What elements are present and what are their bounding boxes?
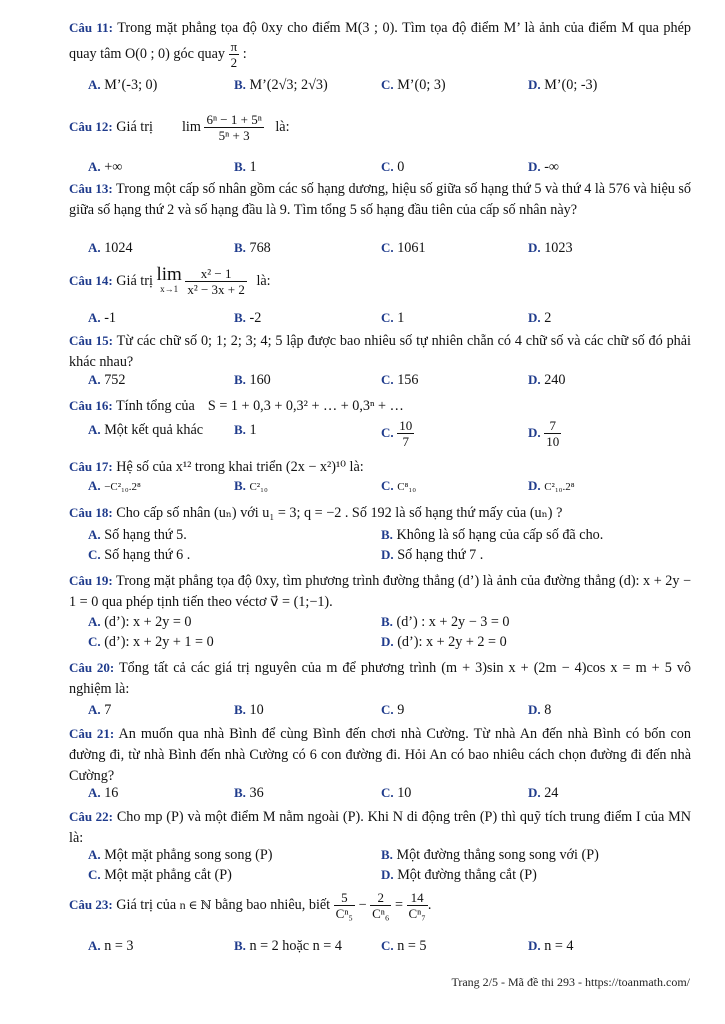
option-a[interactable]: A. 16	[88, 785, 119, 801]
option-a[interactable]: A. 752	[88, 372, 126, 388]
question-label: Câu 18:	[69, 505, 113, 520]
angle-fraction: $\frac{\pi}{2}$	[230, 39, 238, 70]
option-c[interactable]: C. 9	[381, 702, 405, 718]
option-a[interactable]: A. Số hạng thứ 5.	[88, 527, 187, 543]
question-11: Câu 11: Trong mặt phẳng tọa độ 0xy cho điểm M(3 ; 0). Tìm tọa độ điểm M’ là ảnh của điểm M qua phép quay tâm O(0 ; 0) góc quay $\frac{\pi}{2}$ :	[69, 20, 691, 70]
option-c[interactable]: C. Một mặt phẳng cắt (P)	[88, 867, 232, 883]
question-12: Câu 12: Giá trị lim $\frac{\text{6ⁿ − 1 + 5ⁿ}}{\text{5ⁿ + 3}}$ là:	[69, 112, 290, 143]
question-text: Cho mp (P) và một điểm M nằm ngoài (P). Khi N di động trên (P) thì quỹ tích trung điểm I của MN là:	[69, 809, 692, 846]
question-text: Từ các chữ số 0; 1; 2; 3; 4; 5 lập được bao nhiêu số tự nhiên chẵn có 4 chữ số và các chữ số đó phải khác nhau?	[69, 333, 692, 370]
question-text: Trong mặt phẳng tọa độ 0xy cho điểm M(3 ; 0). Tìm tọa độ điểm M’ là ảnh của điểm M qua phép quay tâm O(0 ; 0) góc quay	[69, 20, 691, 62]
options-19-row1	[88, 614, 691, 634]
options-14	[88, 310, 691, 330]
option-a[interactable]: A. -1	[88, 310, 117, 326]
option-c[interactable]: C. Số hạng thứ 6 .	[88, 547, 191, 563]
option-d[interactable]: D. -∞	[528, 159, 560, 175]
options-20	[88, 702, 691, 722]
question-label: Câu 22:	[69, 809, 113, 824]
option-b[interactable]: B. 768	[234, 240, 271, 256]
option-b[interactable]: B. 160	[234, 372, 271, 388]
option-c[interactable]: C. n = 5	[381, 938, 427, 954]
option-d[interactable]: D. 2	[528, 310, 552, 326]
option-b[interactable]: B. 1	[234, 422, 257, 438]
option-c[interactable]: C. (d’): x + 2y + 1 = 0	[88, 634, 214, 650]
options-13	[88, 240, 691, 260]
options-21	[88, 785, 691, 805]
question-text: Trong một cấp số nhân gồm các số hạng dương, hiệu số giữa số hạng thứ 5 và thứ 4 là 576 và hiệu số giữa số hạng thứ 2 và số hạng đầu là 9. Tìm tổng 5 số hạng đầu tiên của cấp số nhân này?	[69, 181, 692, 218]
option-d[interactable]: D. 8	[528, 702, 552, 718]
option-a[interactable]: A. −C²₁₀.2⁸	[88, 478, 141, 493]
option-d[interactable]: D. Một đường thẳng cắt (P)	[381, 867, 537, 883]
fraction-3: $\frac{14}{\text{Cⁿ₇}}$	[408, 890, 426, 921]
page-footer: Trang 2/5 - Mã đề thi 293 - https://toanmath.com/	[451, 975, 690, 989]
options-18-row1	[88, 527, 691, 547]
question-23: Câu 23: Giá trị của n ∈ ℕ bằng bao nhiêu, biết $\frac{5}{\text{Cⁿ₅}}$ − $\frac{2}{\text{Cⁿ₆}}$ = $\frac{14}{\text{Cⁿ₇}}$ .	[69, 890, 432, 921]
question-21	[69, 723, 691, 787]
option-d[interactable]: D. 240	[528, 372, 566, 388]
option-c[interactable]: C. 1	[381, 310, 405, 326]
question-text: An muốn qua nhà Bình để cùng Bình đến chơi nhà Cường. Từ nhà An đến nhà Bình có bốn con đường đi, từ nhà Bình đến nhà Cường có 6 con đường đi. Hỏi An có bao nhiêu cách chọn đường đi đến nhà Cường?	[69, 726, 691, 784]
options-11	[88, 77, 691, 97]
option-c[interactable]: C. 0	[381, 159, 405, 175]
option-c[interactable]: C. 1061	[381, 240, 426, 256]
option-d[interactable]: D. 1023	[528, 240, 573, 256]
option-c[interactable]: C. 156	[381, 372, 419, 388]
option-a[interactable]: A. (d’): x + 2y = 0	[88, 614, 192, 630]
option-b[interactable]: B. 36	[234, 785, 264, 801]
question-20	[69, 657, 691, 700]
limit-symbol: lim x→1	[156, 263, 182, 294]
question-text: Trong mặt phẳng tọa độ 0xy, tìm phương trình đường thẳng (d’) là ảnh của đường thẳng (d): x + 2y − 1 = 0 qua phép tịnh tiến theo véctơ v⃗ = (1;−1).	[69, 573, 692, 610]
question-18	[69, 502, 691, 524]
option-a[interactable]: A. +∞	[88, 159, 123, 175]
options-12	[88, 159, 691, 179]
question-label: Câu 15:	[69, 333, 114, 348]
option-d[interactable]: D. n = 4	[528, 938, 574, 954]
option-d[interactable]: D. C²₁₀.2⁸	[528, 478, 575, 493]
options-23	[88, 938, 691, 958]
option-a[interactable]: A. M’(-3; 0)	[88, 77, 158, 93]
question-label: Câu 16:	[69, 398, 113, 413]
options-15	[88, 372, 691, 392]
option-a[interactable]: A. Một kết quả khác	[88, 422, 204, 438]
question-17: Câu 17: Hệ số của x¹² trong khai triển (2x − x²)¹⁰ là:	[69, 459, 364, 475]
options-17	[88, 478, 691, 498]
limit-fraction: $\frac{\text{6ⁿ − 1 + 5ⁿ}}{\text{5ⁿ + 3}}$	[206, 112, 262, 143]
option-d[interactable]: D. M’(0; -3)	[528, 77, 598, 93]
option-b[interactable]: B. M’(2√3; 2√3)	[234, 77, 328, 93]
option-b[interactable]: B. n = 2 hoặc n = 4	[234, 938, 342, 954]
question-label: Câu 21:	[69, 726, 115, 741]
option-b[interactable]: B. 10	[234, 702, 264, 718]
option-b[interactable]: B. (d’) : x + 2y − 3 = 0	[381, 614, 510, 630]
option-c[interactable]: C. M’(0; 3)	[381, 77, 446, 93]
options-22-row2	[88, 867, 691, 887]
option-d[interactable]: D. $\frac{7}{10}$	[528, 418, 560, 449]
option-b[interactable]: B. Không là số hạng của cấp số đã cho.	[381, 527, 604, 543]
option-a[interactable]: A. n = 3	[88, 938, 134, 954]
question-19	[69, 570, 691, 613]
question-text: Tổng tất cả các giá trị nguyên của m để phương trình (m + 3)sin x + (2m − 4)cos x = m + 5 vô nghiệm là:	[69, 660, 692, 697]
question-label: Câu 19:	[69, 573, 113, 588]
question-label: Câu 17:	[69, 459, 113, 474]
question-22	[69, 806, 691, 849]
option-c[interactable]: C. 10	[381, 785, 412, 801]
option-c[interactable]: C. $\frac{10}{7}$	[381, 418, 413, 449]
option-d[interactable]: D. 24	[528, 785, 559, 801]
option-b[interactable]: B. 1	[234, 159, 257, 175]
question-label: Câu 23:	[69, 896, 113, 912]
options-18-row2	[88, 547, 691, 567]
option-b[interactable]: B. Một đường thẳng song song với (P)	[381, 847, 599, 863]
option-a[interactable]: A. 7	[88, 702, 112, 718]
option-d[interactable]: D. Số hạng thứ 7 .	[381, 547, 484, 563]
options-22-row1	[88, 847, 691, 867]
options-16	[88, 418, 691, 452]
option-b[interactable]: B. C²₁₀	[234, 478, 268, 493]
question-label: Câu 20:	[69, 660, 115, 675]
question-16: Câu 16: Tính tổng của S = 1 + 0,3 + 0,3² + … + 0,3ⁿ + …	[69, 398, 404, 414]
question-label: Câu 12:	[69, 118, 113, 134]
question-label: Câu 13:	[69, 181, 113, 196]
option-c[interactable]: C. C⁸₁₀	[381, 478, 417, 493]
options-19-row2	[88, 634, 691, 654]
series-expression: S = 1 + 0,3 + 0,3² + … + 0,3ⁿ + …	[207, 398, 404, 414]
option-d[interactable]: D. (d’): x + 2y + 2 = 0	[381, 634, 507, 650]
question-14: Câu 14: Giá trị lim x→1 $\frac{\text{x² − 1}}{\text{x² − 3x + 2}}$ là:	[69, 263, 271, 297]
question-label: Câu 14:	[69, 272, 113, 288]
option-a[interactable]: A. Một mặt phẳng song song (P)	[88, 847, 273, 863]
limit-fraction: $\frac{\text{x² − 1}}{\text{x² − 3x + 2}}$	[187, 266, 245, 297]
limit-symbol: lim	[181, 118, 201, 135]
question-13	[69, 178, 691, 221]
question-label: Câu 11:	[69, 20, 113, 35]
question-text: Cho cấp số nhân (uₙ) với u₁ = 3; q = −2 . Số 192 là số hạng thứ mấy của (uₙ) ?	[116, 505, 563, 521]
fraction-1: $\frac{5}{\text{Cⁿ₅}}$	[335, 890, 353, 921]
option-b[interactable]: B. -2	[234, 310, 262, 326]
option-a[interactable]: A. 1024	[88, 240, 133, 256]
fraction-2: $\frac{2}{\text{Cⁿ₆}}$	[372, 890, 390, 921]
question-15	[69, 330, 691, 373]
